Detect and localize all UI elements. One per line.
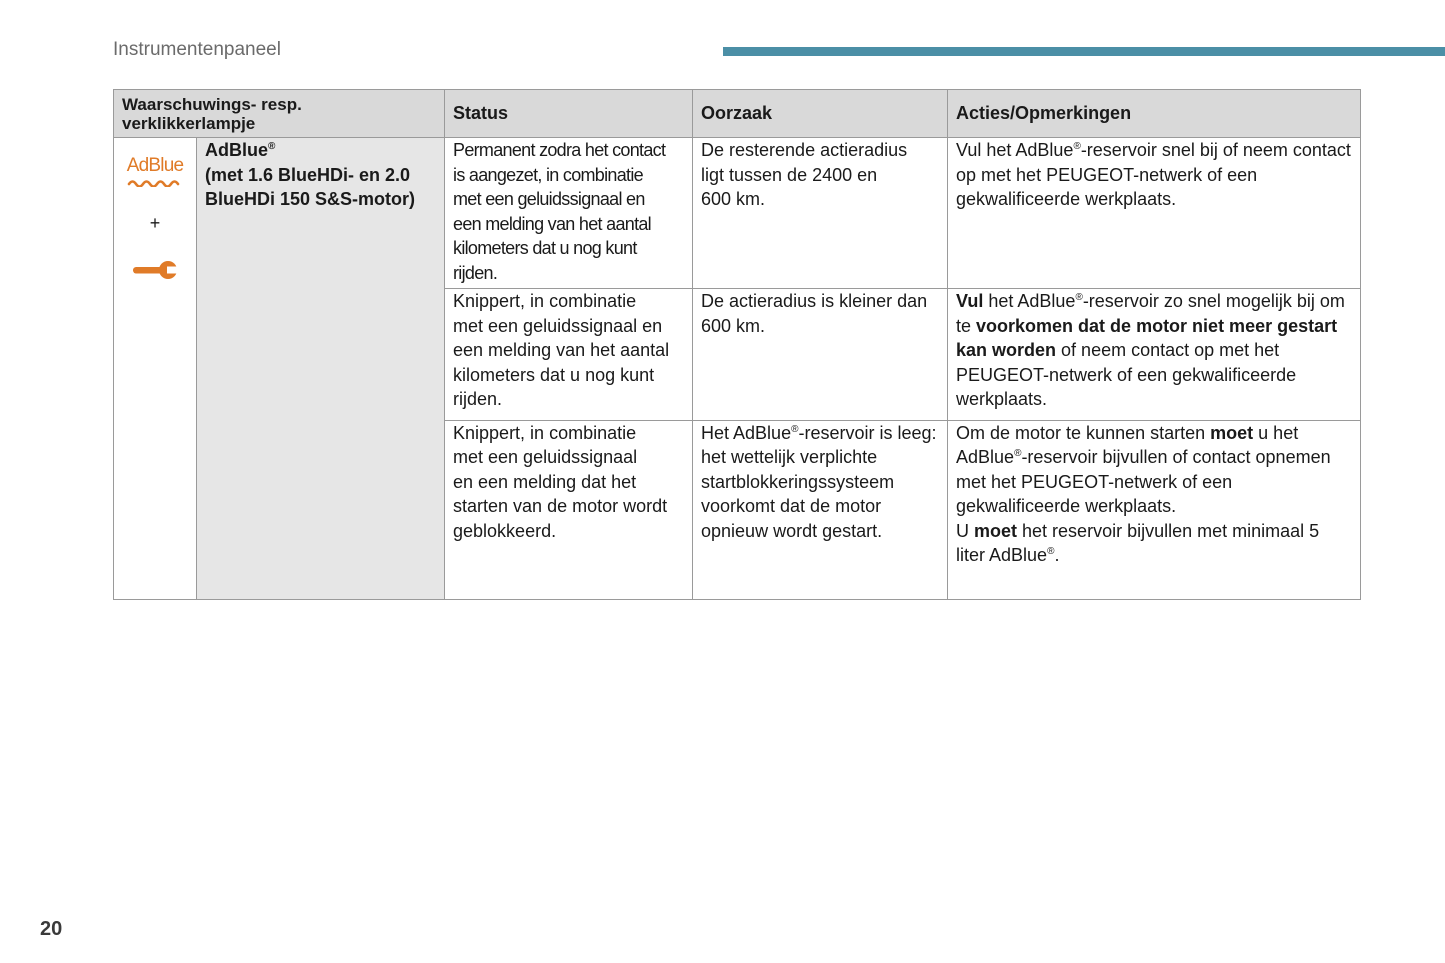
lamp-name: AdBlue xyxy=(205,140,268,160)
action-text: Om de motor te kunnen starten xyxy=(956,422,1211,443)
action-cell xyxy=(948,420,1361,599)
table-row xyxy=(114,138,1361,289)
cause-line: De actieradius is kleiner dan xyxy=(701,291,928,312)
header-accent-bar xyxy=(723,47,1445,56)
status-line: Knippert, in combinatie xyxy=(453,422,637,443)
action-text: -reservoir bijvullen of contact opnemen met het PEUGEOT-netwerk of een gekwalificeerde werkplaats. xyxy=(956,447,1331,517)
status-line: met een geluidssignaal en xyxy=(453,315,663,336)
registered-mark: ® xyxy=(1075,292,1083,304)
action-text: -reservoir zo snel mogelijk bij om te xyxy=(956,291,1345,336)
table-header-row xyxy=(114,90,1361,138)
action-text: of neem contact op met het PEUGEOT-netwerk of een gekwalificeerde werkplaats. xyxy=(956,340,1297,410)
wrench-icon xyxy=(131,259,179,281)
lamp-detail-line-2: BlueHDi 150 S&S-motor) xyxy=(205,189,416,209)
status-line: een melding van het aantal xyxy=(453,213,651,234)
action-cell xyxy=(948,138,1361,289)
status-line: is aangezet, in combinatie xyxy=(453,164,643,185)
registered-mark: ® xyxy=(791,423,799,435)
action-emphasis: moet xyxy=(1210,422,1254,443)
status-line: Permanent zodra het contact xyxy=(453,140,666,160)
cause-cell xyxy=(693,289,948,420)
action-emphasis: voorkomen dat de motor niet meer gestart kan worden xyxy=(956,315,1338,361)
cause-cell xyxy=(693,138,948,289)
status-line: Knippert, in combinatie xyxy=(453,291,637,312)
cause-cell xyxy=(693,420,948,599)
column-header-actions: Acties/Opmerkingen xyxy=(948,90,1361,138)
adblue-wave-icon xyxy=(127,179,183,187)
registered-mark: ® xyxy=(1047,546,1055,558)
registered-mark: ® xyxy=(1014,448,1022,460)
status-line: met een geluidssignaal en xyxy=(453,189,645,209)
action-emphasis: Vul xyxy=(956,291,984,312)
action-text: . xyxy=(1054,545,1060,566)
action-text: het AdBlue xyxy=(983,291,1076,312)
section-title: Instrumentenpaneel xyxy=(113,39,281,60)
column-header-status: Status xyxy=(445,90,693,138)
cause-text: Het AdBlue xyxy=(701,422,792,443)
status-line: een melding van het aantal xyxy=(453,340,670,361)
status-line: met een geluidssignaal xyxy=(453,447,638,468)
lamp-icon-cell xyxy=(114,138,197,600)
registered-mark: ® xyxy=(1073,141,1081,152)
column-header-lamp: Waarschuwings- resp. verklikkerlampje xyxy=(114,90,445,138)
status-line: starten van de motor wordt xyxy=(453,496,668,517)
cause-line: ligt tussen de 2400 en xyxy=(701,164,878,185)
adblue-icon xyxy=(122,154,188,187)
lamp-name-cell xyxy=(197,138,445,600)
action-emphasis: moet xyxy=(974,520,1018,541)
status-line: rijden. xyxy=(453,389,503,410)
cause-line: 600 km. xyxy=(701,315,766,336)
cause-line: 600 km. xyxy=(701,189,766,209)
action-text: u het AdBlue xyxy=(956,422,1299,468)
status-cell xyxy=(445,289,693,420)
warning-lamp-table xyxy=(113,89,1361,600)
status-line: kilometers dat u nog kunt xyxy=(453,364,655,385)
column-header-cause: Oorzaak xyxy=(693,90,948,138)
action-text: het reservoir bijvullen met minimaal 5 liter AdBlue xyxy=(956,520,1320,566)
page-number: 20 xyxy=(40,918,63,940)
cause-line: De resterende actieradius xyxy=(701,140,908,160)
registered-mark: ® xyxy=(268,141,276,152)
plus-sign: + xyxy=(149,212,161,233)
status-line: geblokkeerd. xyxy=(453,520,557,541)
cause-text: -reservoir is leeg: het wettelijk verplichte startblokkeringssysteem voorkomt dat de motor opnieuw wordt gestart. xyxy=(701,422,937,541)
status-line: en een melding dat het xyxy=(453,471,637,492)
lamp-detail-line-1: (met 1.6 BlueHDi- en 2.0 xyxy=(205,164,411,185)
status-line: kilometers dat u nog kunt rijden. xyxy=(453,238,637,283)
status-cell xyxy=(445,138,693,289)
status-cell xyxy=(445,420,693,599)
action-text: Vul het AdBlue xyxy=(956,140,1074,160)
adblue-logo-text: AdBlue xyxy=(126,155,184,176)
action-text: U xyxy=(956,520,975,541)
action-text: -reservoir snel bij of neem contact op met het PEUGEOT-netwerk of een gekwalificeerde werkplaats. xyxy=(956,140,1351,209)
action-cell xyxy=(948,289,1361,420)
